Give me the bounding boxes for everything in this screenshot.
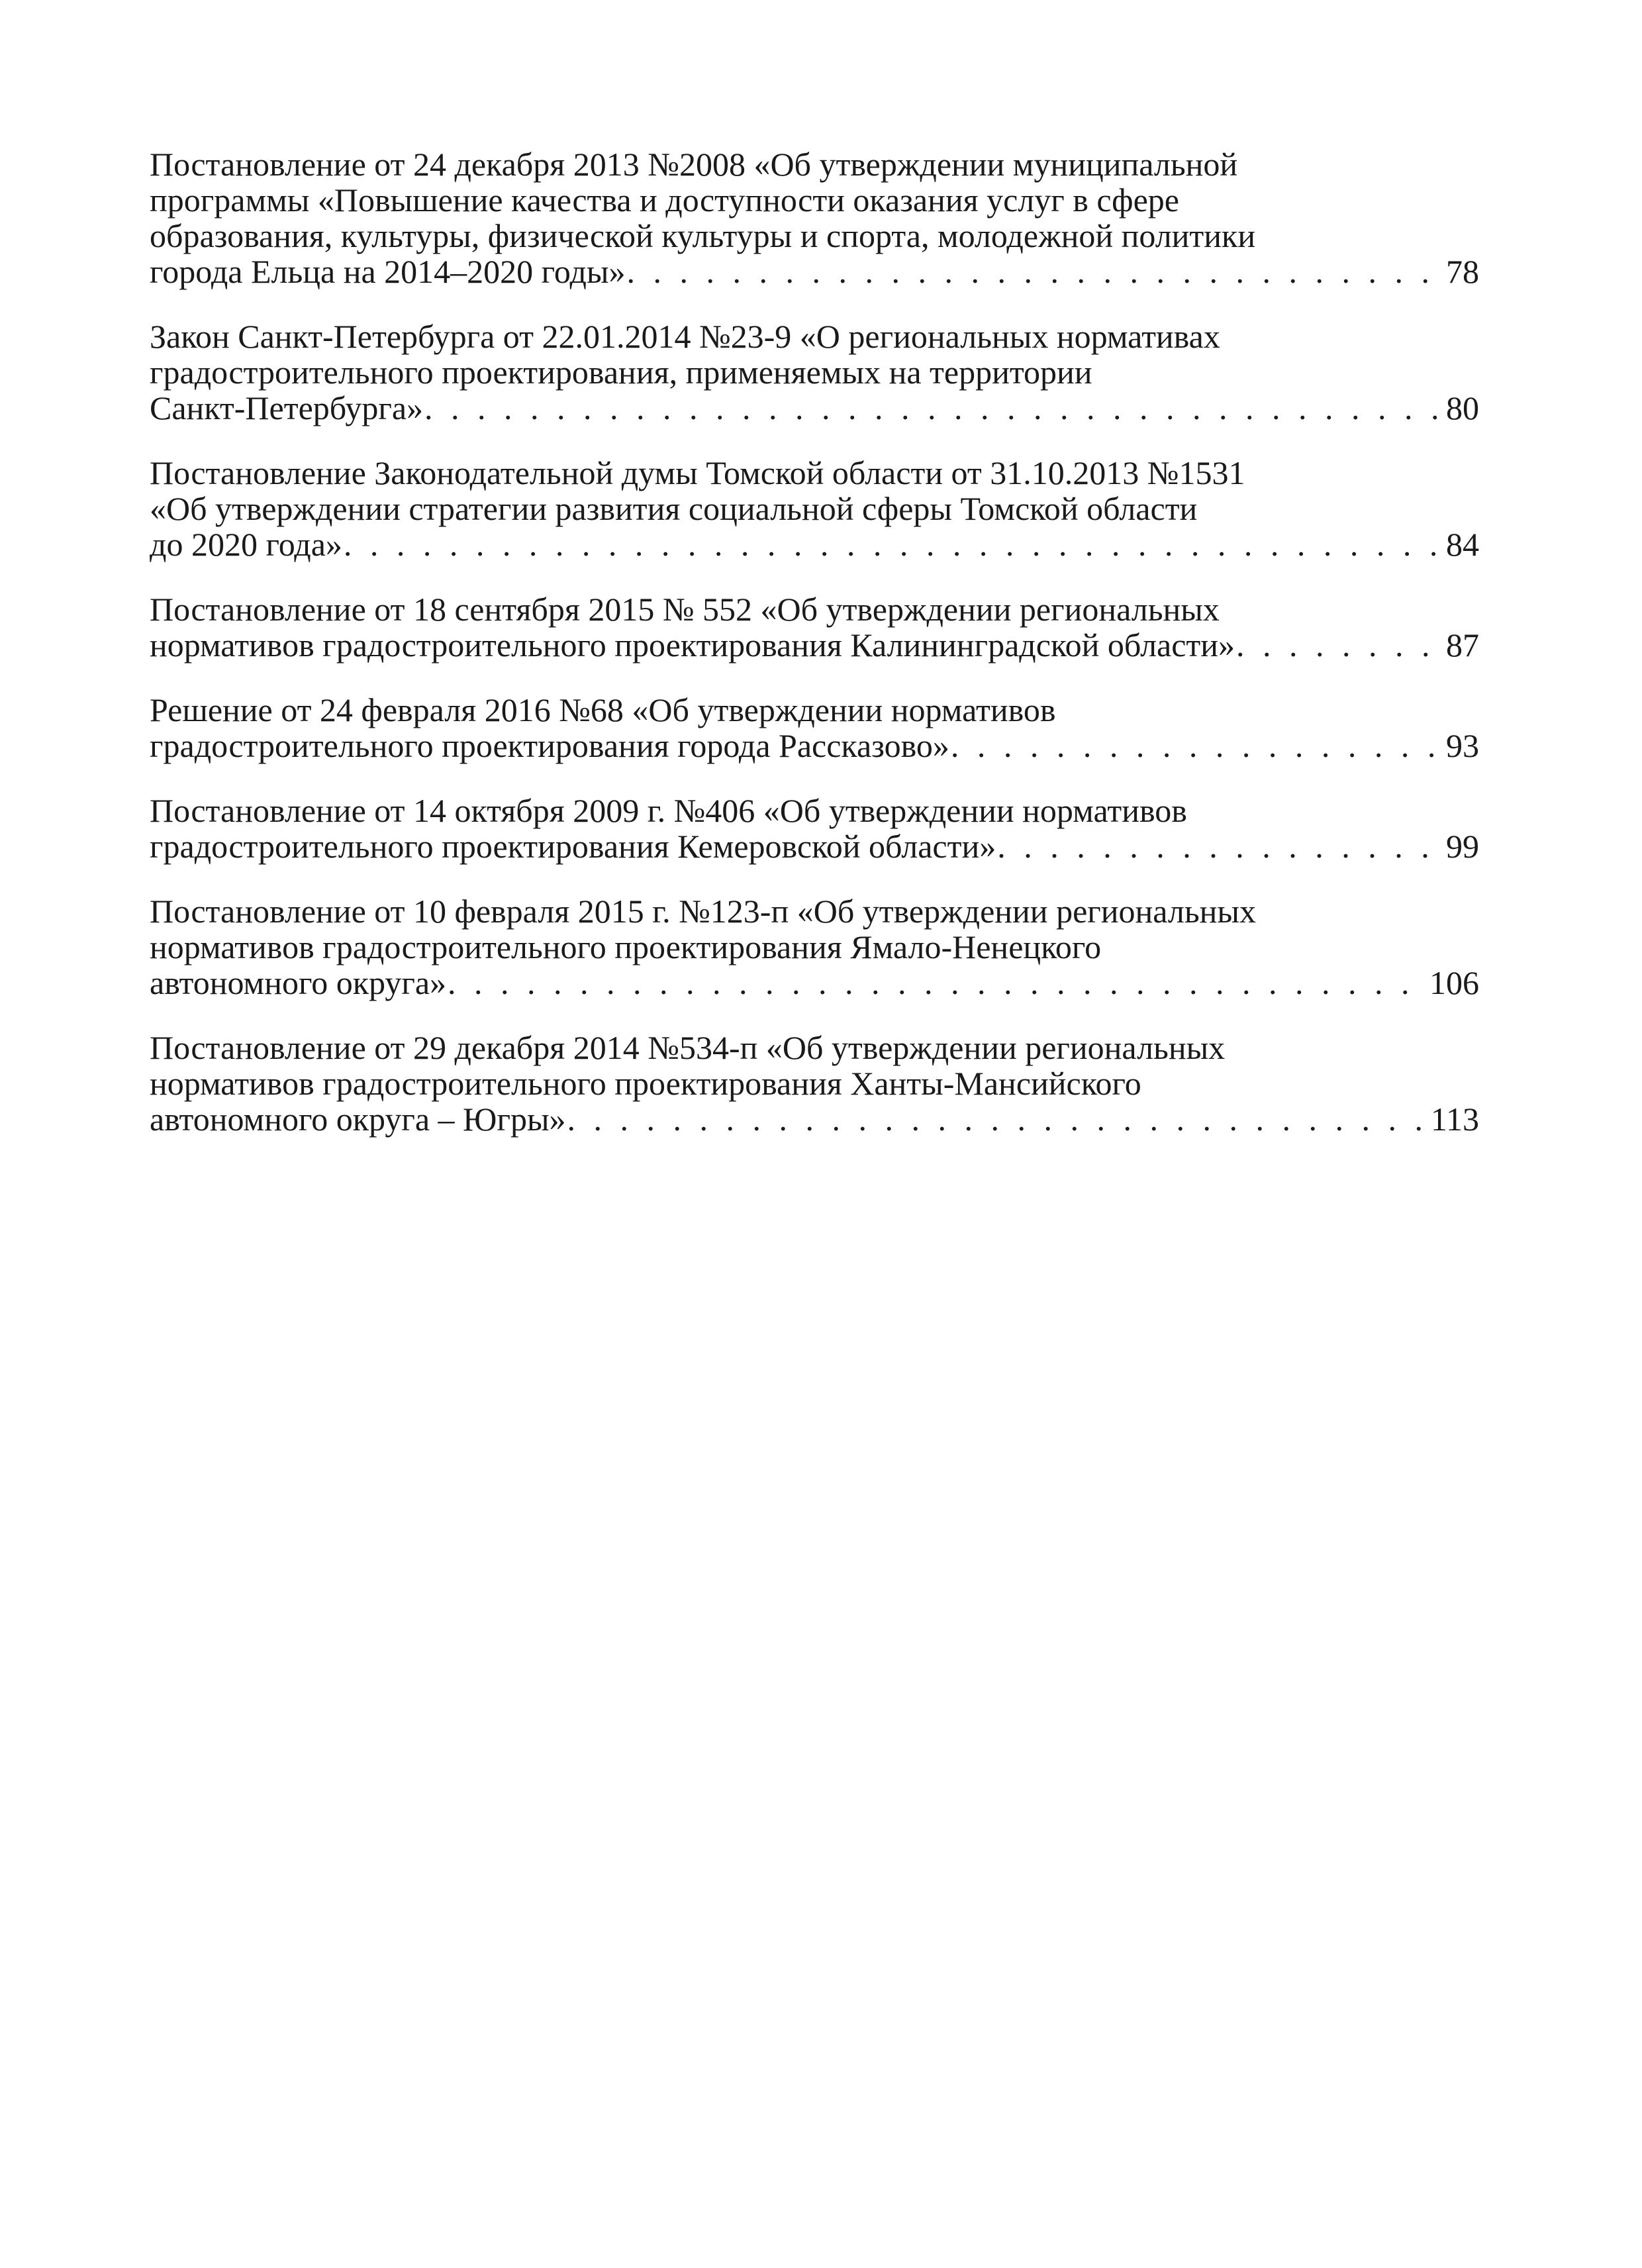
- toc-page-number[interactable]: 93: [1446, 727, 1479, 764]
- toc-entry[interactable]: [150, 591, 1479, 663]
- dot-leader: [344, 526, 1443, 562]
- dot-leader: [1236, 627, 1443, 663]
- toc-page-number[interactable]: 84: [1446, 526, 1479, 563]
- toc-entry-line: до 2020 года»: [150, 526, 342, 563]
- toc-entry-line: Санкт-Петербурга»: [150, 389, 424, 426]
- table-of-contents: [150, 146, 1479, 1166]
- toc-page-number[interactable]: 87: [1446, 626, 1479, 664]
- toc-entry-line: автономного округа – Югры»: [150, 1101, 566, 1138]
- toc-page-number[interactable]: 80: [1446, 389, 1479, 426]
- dot-leader: [997, 828, 1443, 864]
- toc-entry[interactable]: [150, 146, 1479, 289]
- toc-entry-line: Постановление от 14 октября 2009 г. №406 «Об утверждении нормативов: [150, 792, 1187, 829]
- toc-entry-line: Постановление Законодательной думы Томской области от 31.10.2013 №1531: [150, 454, 1245, 491]
- dot-leader: [567, 1101, 1428, 1137]
- toc-entry-line: градостроительного проектирования, применяемых на территории: [150, 354, 1092, 391]
- dot-leader: [424, 390, 1443, 426]
- toc-entry-line: градостроительного проектирования Кемеровской области»: [150, 828, 996, 865]
- toc-entry-line: программы «Повышение качества и доступности оказания услуг в сфере: [150, 181, 1179, 219]
- dot-leader: [448, 965, 1427, 1001]
- toc-entry-line: города Ельца на 2014–2020 годы»: [150, 253, 626, 290]
- toc-entry[interactable]: [150, 793, 1479, 864]
- toc-entry-line: Постановление от 24 декабря 2013 №2008 «Об утверждении муниципальной: [150, 146, 1238, 183]
- toc-entry[interactable]: [150, 893, 1479, 1001]
- toc-entry-line: Постановление от 10 февраля 2015 г. №123-п «Об утверждении региональных: [150, 893, 1257, 930]
- toc-entry-line: нормативов градостроительного проектирования Калининградской области»: [150, 626, 1235, 664]
- toc-page-number[interactable]: 99: [1446, 828, 1479, 865]
- toc-entry-line: Постановление от 18 сентября 2015 № 552 «Об утверждении региональных: [150, 591, 1220, 628]
- toc-entry-line: автономного округа»: [150, 964, 447, 1001]
- dot-leader: [627, 254, 1443, 289]
- toc-entry[interactable]: [150, 319, 1479, 426]
- toc-entry-line: образования, культуры, физической культуры и спорта, молодежной политики: [150, 217, 1256, 254]
- toc-entry-line: нормативов градостроительного проектирования Ханты-Мансийского: [150, 1065, 1141, 1102]
- toc-entry-line: нормативов градостроительного проектирования Ямало-Ненецкого: [150, 928, 1102, 965]
- toc-entry-line: Решение от 24 февраля 2016 №68 «Об утверждении нормативов: [150, 691, 1056, 728]
- toc-entry[interactable]: [150, 1030, 1479, 1137]
- toc-entry-line: градостроительного проектирования города Рассказово»: [150, 727, 949, 764]
- toc-page-number[interactable]: 106: [1429, 964, 1479, 1001]
- toc-entry-line: Закон Санкт-Петербурга от 22.01.2014 №23-9 «О региональных нормативах: [150, 318, 1220, 355]
- toc-page-number[interactable]: 78: [1446, 253, 1479, 290]
- toc-entry[interactable]: [150, 692, 1479, 764]
- toc-entry-line: «Об утверждении стратегии развития социальной сферы Томской области: [150, 490, 1198, 527]
- toc-entry[interactable]: [150, 455, 1479, 562]
- toc-entry-line: Постановление от 29 декабря 2014 №534-п «Об утверждении региональных: [150, 1029, 1226, 1066]
- toc-page-number[interactable]: 113: [1430, 1101, 1479, 1138]
- dot-leader: [951, 728, 1443, 764]
